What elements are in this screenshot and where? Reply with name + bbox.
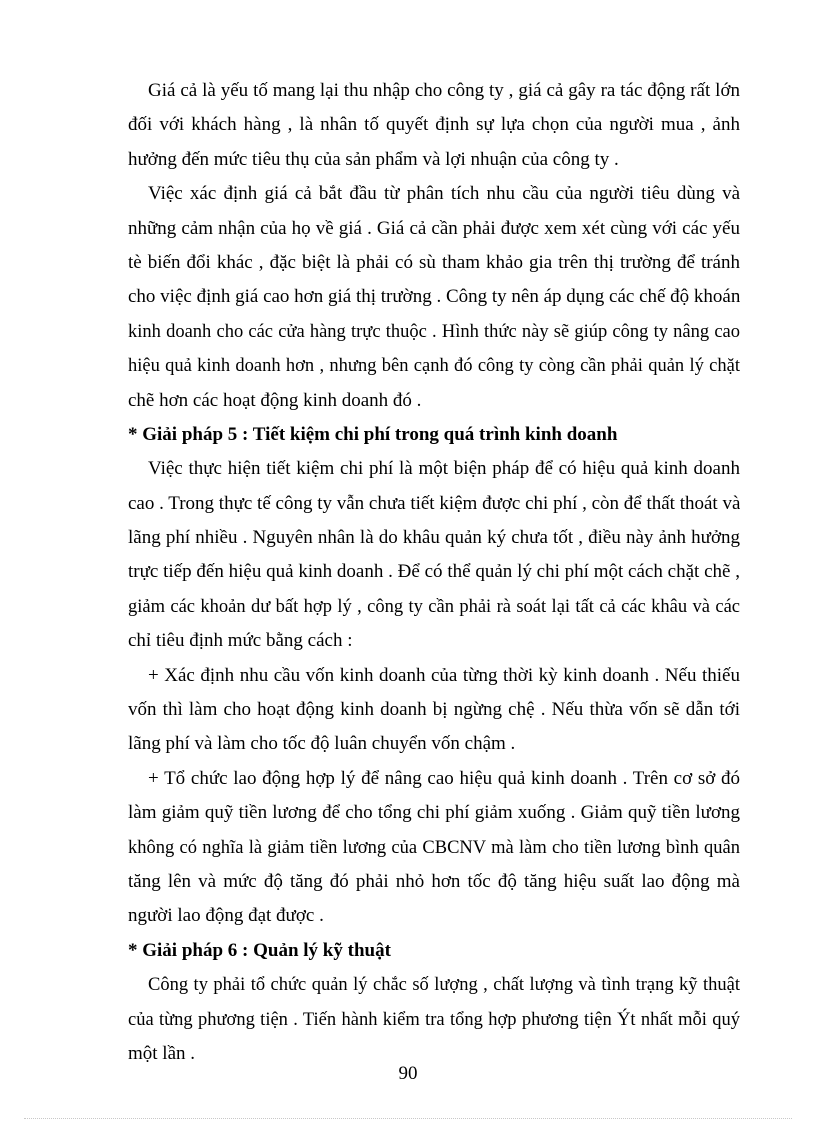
text-line: trực tiếp đến hiệu quả kinh doanh . Để có thể quản lý chi phí một cách chặt chẽ , xyxy=(128,561,740,583)
document-body xyxy=(128,74,740,1071)
page-number: 90 xyxy=(398,1063,418,1084)
text-line: + Tổ chức lao động hợp lý để nâng cao hiệu quả kinh doanh . Trên cơ sở đó xyxy=(148,767,740,789)
text-line: Giá cả là yếu tố mang lại thu nhập cho công ty , giá cả gây ra tác động rất lớn xyxy=(148,80,740,101)
text-line: + Xác định nhu cầu vốn kinh doanh của từng thời kỳ kinh doanh . Nếu thiếu xyxy=(148,664,740,686)
section-heading: * Giải pháp 5 : Tiết kiệm chi phí trong quá trình kinh doanh xyxy=(128,423,618,445)
text-line: tăng lên và mức độ tăng đó phải nhỏ hơn tốc độ tăng hiệu suất lao động mà xyxy=(128,870,740,892)
text-line: cao . Trong thực tế công ty vẫn chưa tiết kiệm được chi phí , còn để thất thoát và xyxy=(128,492,740,514)
section-heading: * Giải pháp 6 : Quản lý kỹ thuật xyxy=(128,939,391,961)
text-line: cho việc định giá cao hơn giá thị trường . Công ty nên áp dụng các chế độ khoán xyxy=(128,286,740,308)
text-line: vốn thì làm cho hoạt động kinh doanh bị ngừng chệ . Nếu thừa vốn sẽ dẫn tới xyxy=(128,699,740,721)
text-line: Việc xác định giá cả bắt đầu từ phân tích nhu cầu của người tiêu dùng và xyxy=(148,183,740,205)
text-line: làm giảm quỹ tiền lương để cho tổng chi phí giảm xuống . Giảm quỹ tiền lương xyxy=(128,802,740,824)
text-line: lãng phí nhiều . Nguyên nhân là do khâu quản ký chưa tốt , điều này ảnh hưởng xyxy=(128,527,740,549)
text-line: chỉ tiêu định mức bằng cách : xyxy=(128,630,353,652)
text-line: chẽ hơn các hoạt động kinh doanh đó . xyxy=(128,389,422,411)
text-line: đối với khách hàng , là nhân tố quyết định sự lựa chọn của người mua , ảnh xyxy=(128,114,740,136)
text-line: Việc thực hiện tiết kiệm chi phí là một biện pháp để có hiệu quả kinh doanh xyxy=(148,458,740,480)
text-line: người lao động đạt được . xyxy=(128,905,324,927)
text-line: không có nghĩa là giảm tiền lương của CBCNV mà làm cho tiền lương bình quân xyxy=(128,837,740,858)
text-line: kinh doanh cho các cửa hàng trực thuộc . Hình thức này sẽ giúp công ty nâng cao xyxy=(128,321,740,342)
page-bottom-rule xyxy=(24,1118,792,1119)
text-line: giảm các khoản dư bất hợp lý , công ty cần phải rà soát lại tất cả các khâu và các xyxy=(128,596,740,617)
text-line: của từng phương tiện . Tiến hành kiểm tra tổng hợp phương tiện Ýt nhất mỗi quý xyxy=(128,1009,740,1030)
text-line: một lần . xyxy=(128,1042,196,1064)
text-line: tè biến đổi khác , đặc biệt là phải có sù tham khảo gia trên thị trường để tránh xyxy=(128,251,740,273)
text-line: những cảm nhận của họ về giá . Giá cả cần phải được xem xét cùng với các yếu xyxy=(128,217,740,239)
text-line: hưởng đến mức tiêu thụ của sản phẩm và lợi nhuận của công ty . xyxy=(128,148,619,170)
text-line: Công ty phải tổ chức quản lý chắc số lượng , chất lượng và tình trạng kỹ thuật xyxy=(148,975,740,996)
text-line: lãng phí và làm cho tốc độ luân chuyển vốn chậm . xyxy=(128,733,516,755)
text-line: hiệu quả kinh doanh hơn , nhưng bên cạnh đó công ty còng cần phải quản lý chặt xyxy=(128,356,740,377)
